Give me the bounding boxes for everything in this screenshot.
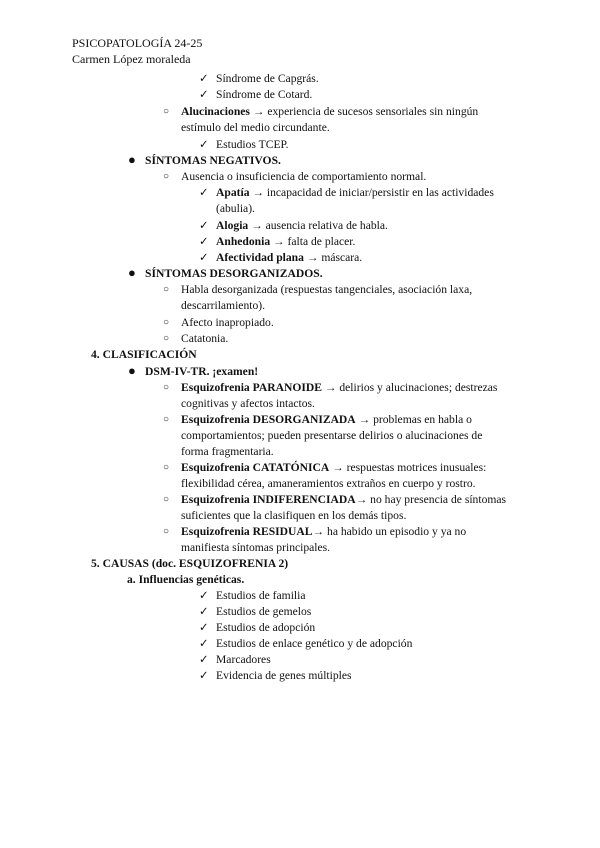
definition: → no hay presencia de síntomas bbox=[355, 493, 507, 506]
list-item-apatia bbox=[216, 185, 494, 201]
list-item: Estudios TCEP. bbox=[216, 138, 289, 151]
term: Esquizofrenia CATATÓNICA bbox=[181, 461, 330, 474]
check-icon: ✓ bbox=[199, 605, 209, 618]
term: Apatía bbox=[216, 186, 250, 199]
document-title: PSICOPATOLOGÍA 24-25 bbox=[72, 36, 203, 50]
term: Esquizofrenia RESIDUAL bbox=[181, 525, 313, 538]
list-item-anhedonia bbox=[216, 234, 355, 250]
definition: → incapacidad de iniciar/persistir en las actividades bbox=[249, 186, 494, 199]
list-item-continuation: manifiesta síntomas principales. bbox=[181, 541, 331, 554]
list-item: Síndrome de Capgrás. bbox=[216, 72, 319, 85]
filled-bullet-icon: ● bbox=[128, 265, 136, 280]
check-icon: ✓ bbox=[199, 138, 209, 151]
section-heading: SÍNTOMAS NEGATIVOS. bbox=[145, 154, 281, 167]
list-item-afectividad bbox=[216, 250, 362, 266]
circle-bullet-icon: ○ bbox=[163, 171, 170, 182]
section-heading: 5. CAUSAS (doc. ESQUIZOFRENIA 2) bbox=[91, 557, 289, 570]
check-icon: ✓ bbox=[199, 235, 209, 248]
circle-bullet-icon: ○ bbox=[163, 526, 170, 537]
list-item: Estudios de enlace genético y de adopción bbox=[216, 637, 413, 650]
check-icon: ✓ bbox=[199, 621, 209, 634]
list-item: Marcadores bbox=[216, 653, 271, 666]
list-item-continuation: forma fragmentaria. bbox=[181, 445, 274, 458]
definition: → delirios y alucinaciones; destrezas bbox=[321, 381, 498, 394]
definition: → ha habido un episodio y ya no bbox=[312, 525, 467, 538]
list-item: Estudios de familia bbox=[216, 589, 306, 602]
list-item-continuation: estímulo del medio circundante. bbox=[181, 121, 330, 134]
list-item-continuation: cognitivas y afectos intactos. bbox=[181, 397, 315, 410]
check-icon: ✓ bbox=[199, 251, 209, 264]
document-author: Carmen López moraleda bbox=[72, 52, 191, 66]
check-icon: ✓ bbox=[199, 653, 209, 666]
circle-bullet-icon: ○ bbox=[163, 284, 170, 295]
filled-bullet-icon: ● bbox=[128, 363, 136, 378]
check-icon: ✓ bbox=[199, 88, 209, 101]
term: Alucinaciones bbox=[181, 105, 250, 118]
check-icon: ✓ bbox=[199, 637, 209, 650]
list-item-paranoide bbox=[181, 380, 497, 396]
list-item: Catatonia. bbox=[181, 332, 229, 345]
list-item-alucinaciones bbox=[181, 104, 478, 120]
check-icon: ✓ bbox=[199, 219, 209, 232]
list-item-desorganizada bbox=[181, 412, 472, 428]
list-item-alogia bbox=[216, 218, 388, 234]
term: Anhedonia bbox=[216, 235, 271, 248]
term: Esquizofrenia DESORGANIZADA bbox=[181, 413, 356, 426]
term: Afectividad plana bbox=[216, 251, 304, 264]
list-item: Estudios de gemelos bbox=[216, 605, 312, 618]
term: Esquizofrenia PARANOIDE bbox=[181, 381, 322, 394]
definition: → ausencia relativa de habla. bbox=[248, 219, 388, 232]
circle-bullet-icon: ○ bbox=[163, 317, 170, 328]
section-heading: SÍNTOMAS DESORGANIZADOS. bbox=[145, 267, 323, 280]
list-item-continuation: suficientes que la clasifiquen en los demás tipos. bbox=[181, 509, 407, 522]
definition: → falta de placer. bbox=[270, 235, 356, 248]
check-icon: ✓ bbox=[199, 186, 209, 199]
list-item-continuation: comportamientos; pueden presentarse delirios o alucinaciones de bbox=[181, 429, 483, 442]
list-item-continuation: (abulia). bbox=[216, 202, 255, 215]
circle-bullet-icon: ○ bbox=[163, 106, 170, 117]
circle-bullet-icon: ○ bbox=[163, 462, 170, 473]
filled-bullet-icon: ● bbox=[128, 152, 136, 167]
definition: → máscara. bbox=[303, 251, 363, 264]
circle-bullet-icon: ○ bbox=[163, 382, 170, 393]
term: Alogia bbox=[216, 219, 249, 232]
list-item-catatonica bbox=[181, 460, 486, 476]
list-item: Evidencia de genes múltiples bbox=[216, 669, 352, 682]
list-item: Estudios de adopción bbox=[216, 621, 316, 634]
list-item-residual bbox=[181, 524, 466, 540]
check-icon: ✓ bbox=[199, 72, 209, 85]
list-item: Habla desorganizada (respuestas tangenciales, asociación laxa, bbox=[181, 283, 473, 296]
list-item-continuation: descarrilamiento). bbox=[181, 299, 266, 312]
check-icon: ✓ bbox=[199, 589, 209, 602]
list-item-continuation: flexibilidad cérea, amaneramientos extraños en cuerpo y rostro. bbox=[181, 477, 476, 490]
section-heading: 4. CLASIFICACIÓN bbox=[91, 348, 197, 361]
list-item-indiferenciada bbox=[181, 492, 506, 508]
circle-bullet-icon: ○ bbox=[163, 414, 170, 425]
circle-bullet-icon: ○ bbox=[163, 494, 170, 505]
list-item: Afecto inapropiado. bbox=[181, 316, 274, 329]
definition: → respuestas motrices inusuales: bbox=[329, 461, 487, 474]
term: Esquizofrenia INDIFERENCIADA bbox=[181, 493, 356, 506]
subsection-heading: a. Influencias genéticas. bbox=[127, 573, 245, 586]
subsection-heading: DSM-IV-TR. ¡examen! bbox=[145, 365, 259, 378]
check-icon: ✓ bbox=[199, 669, 209, 682]
list-item: Síndrome de Cotard. bbox=[216, 88, 313, 101]
circle-bullet-icon: ○ bbox=[163, 333, 170, 344]
definition: → problemas en habla o bbox=[355, 413, 472, 426]
definition: → experiencia de sucesos sensoriales sin ningún bbox=[249, 105, 479, 118]
list-item: Ausencia o insuficiencia de comportamiento normal. bbox=[181, 170, 427, 183]
